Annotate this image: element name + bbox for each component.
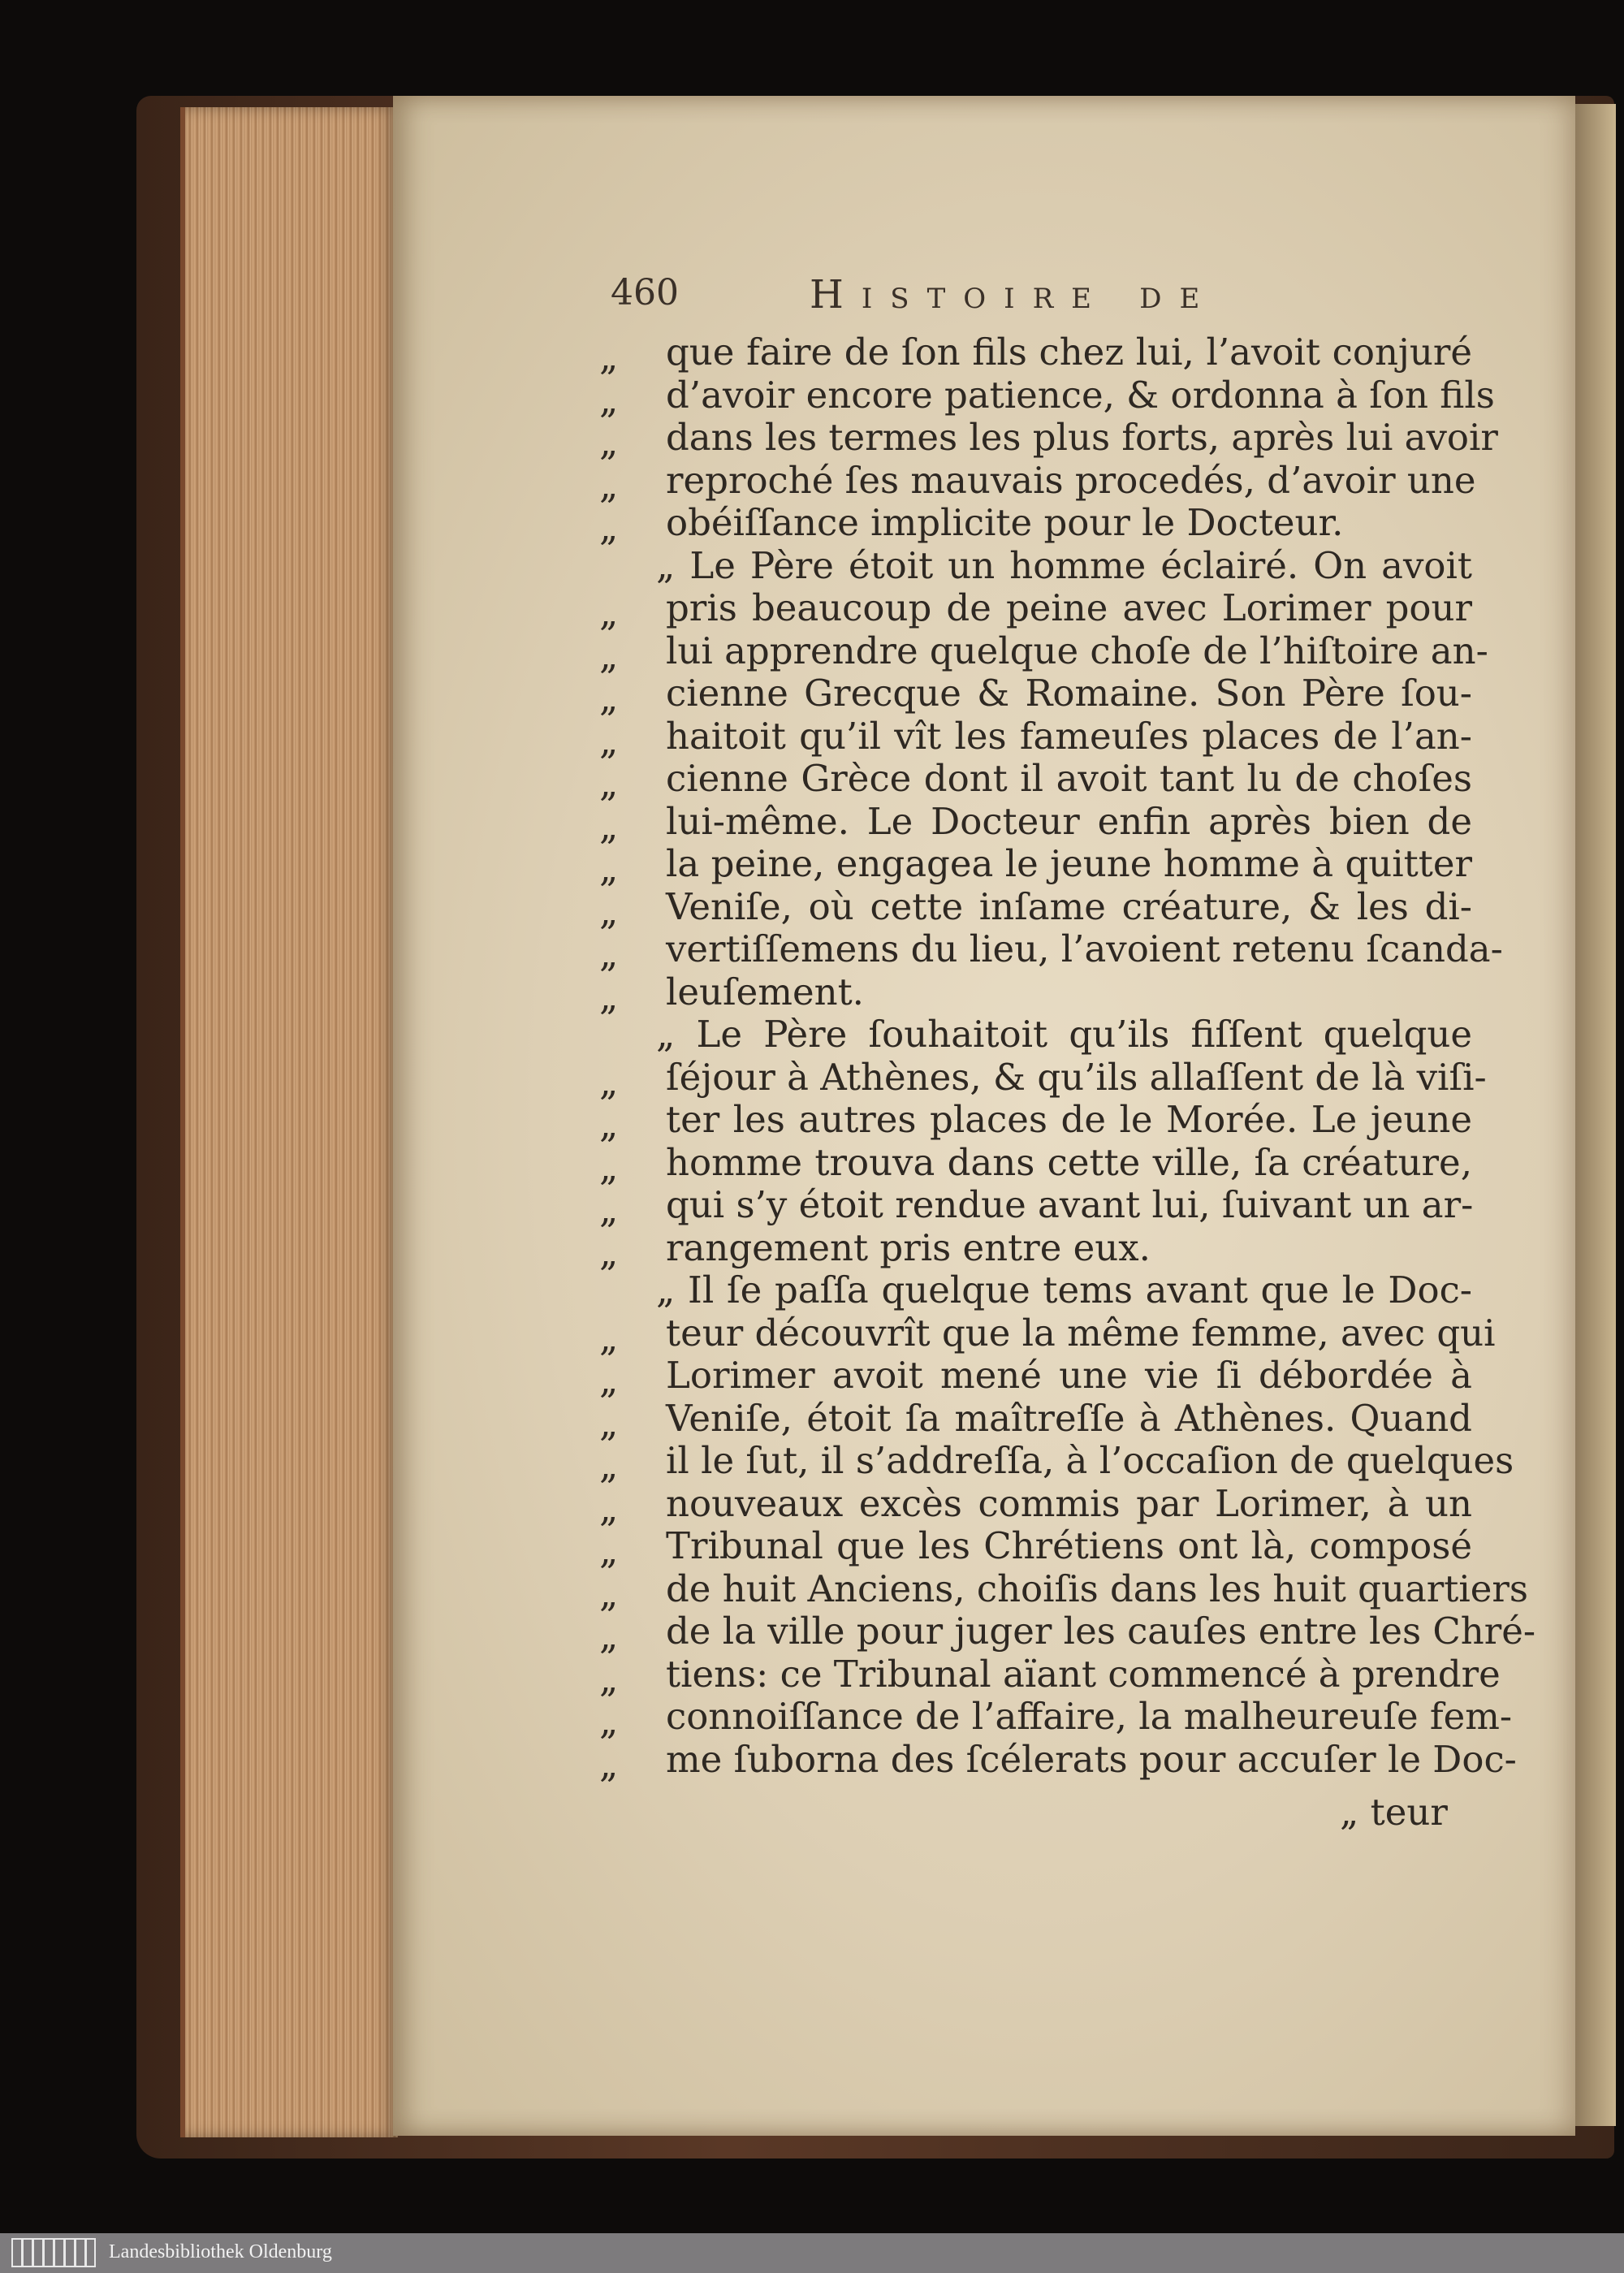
body-text [599,331,1536,1786]
quote-mark: „ [599,676,619,719]
text-line [599,1439,1514,1487]
text-line [599,1311,1496,1359]
quote-mark: „ [599,932,619,975]
text-line [599,1610,1536,1657]
quote-mark: „ [599,847,619,890]
line-text: lui apprendre quelque choſe de l’hiſtoire an- [666,629,1488,672]
line-text: rangement pris entre eux. [666,1225,1151,1269]
text-line [599,799,1472,848]
text-line [599,672,1472,719]
text-line [599,1737,1517,1786]
page-header [611,272,1471,321]
quote-mark: „ [599,1444,619,1487]
text-line [599,416,1498,464]
quote-mark: „ [599,463,619,507]
quote-mark: „ [599,1103,619,1146]
line-text: „ Le Père ſouhaitoit qu’ils fiſſent quelque [656,1013,1472,1056]
line-text: reproché ſes mauvais procedés, d’avoir une [666,458,1476,502]
text-line [599,1481,1472,1530]
quote-mark: „ [599,1401,619,1445]
text-line [599,757,1472,805]
text-line [599,1524,1472,1572]
text-line [599,1269,1472,1312]
text-line [599,1354,1472,1402]
line-text: haitoit qu’il vît les fameuſes places de l’an- [666,714,1472,758]
line-text: Veniſe, où cette inſame créature, & les di- [666,884,1472,928]
line-text: de la ville pour juger les cauſes entre les Chré- [666,1610,1536,1653]
quote-mark: „ [599,719,619,763]
footer-bar [0,2233,1624,2273]
quote-mark: „ [599,1571,619,1615]
text-line [599,331,1472,378]
text-line [599,629,1488,677]
line-text: cienne Grecque & Romaine. Son Père ſou- [666,672,1472,715]
text-line [599,1140,1472,1189]
line-text: Lorimer avoit mené une vie ſi débordée à [666,1354,1472,1397]
text-line [599,1396,1472,1445]
line-text: „ Le Père étoit un homme éclairé. On avoit [656,543,1472,587]
quote-mark: „ [599,335,619,378]
text-line [599,927,1503,975]
quote-mark: „ [599,421,619,464]
line-text: „ Il ſe paſſa quelque tems avant que le Doc- [656,1268,1472,1312]
line-text: de huit Anciens, choiſis dans les huit quartiers [666,1566,1529,1610]
text-line [599,842,1472,890]
line-text: connoiſſance de l’affaire, la malheureuſe fem- [666,1695,1513,1738]
line-text: obéiſſance implicite pour le Docteur. [666,501,1344,544]
quote-mark: „ [599,762,619,805]
line-text: qui s’y étoit rendue avant lui, ſuivant un ar- [666,1183,1474,1226]
running-head: Histoire de [810,272,1218,318]
line-text: dans les termes les plus forts, après lui avoir [666,416,1498,459]
line-text: teur découvrît que la même femme, avec qui [666,1311,1496,1355]
text-line [599,970,1472,1018]
line-text: tiens: ce Tribunal aïant commencé à prendre [666,1652,1501,1696]
text-line [599,1013,1472,1057]
line-text: ter les autres places de le Morée. Le jeune [666,1098,1472,1141]
text-line [599,501,1472,549]
facing-page-edge [1575,104,1616,2126]
line-text: homme trouva dans cette ville, ſa créature, [666,1140,1472,1184]
text-line [599,545,1472,588]
quote-mark: „ [599,1316,619,1359]
line-text: nouveaux excès commis par Lorimer, à un [666,1481,1472,1525]
catchword: „ teur [1340,1791,1448,1834]
line-text: Veniſe, étoit ſa maîtreſſe à Athènes. Quand [666,1396,1472,1440]
quote-mark: „ [599,1230,619,1274]
text-line [599,1098,1472,1146]
library-building-icon [11,2238,96,2267]
quote-mark: „ [599,1145,619,1189]
page-edges [180,107,398,2137]
line-text: leuſement. [666,970,864,1013]
text-line [599,1695,1513,1743]
quote-mark: „ [599,1742,619,1786]
quote-mark: „ [599,974,619,1018]
line-text: Tribunal que les Chrétiens ont là, composé [666,1524,1472,1567]
line-text: pris beaucoup de peine avec Lorimer pour [666,586,1472,629]
quote-mark: „ [599,804,619,848]
quote-mark: „ [599,1060,619,1104]
quote-mark: „ [599,1657,619,1700]
text-line [599,1055,1487,1104]
line-text: cienne Grèce dont il avoit tant lu de choſes [666,757,1472,800]
quote-mark: „ [599,1529,619,1572]
text-line [599,1566,1529,1615]
quote-mark: „ [599,591,619,634]
quote-mark: „ [599,1486,619,1530]
page-number: 460 [611,272,679,313]
line-text: que faire de ſon fils chez lui, l’avoit conjuré [666,331,1472,374]
text-line [599,1652,1501,1700]
text-line [599,1225,1472,1274]
text-line [599,373,1495,421]
quote-mark: „ [599,633,619,677]
text-line [599,884,1472,933]
quote-mark: „ [599,1359,619,1402]
quote-mark: „ [599,1700,619,1743]
quote-mark: „ [599,1614,619,1657]
quote-mark: „ [599,378,619,421]
line-text: ſéjour à Athènes, & qu’ils allaſſent de là viſi- [666,1055,1487,1099]
line-text: la peine, engagea le jeune homme à quitter [666,842,1472,885]
line-text: lui-même. Le Docteur enfin après bien de [666,799,1472,843]
quote-mark: „ [599,1188,619,1231]
text-line [599,714,1472,763]
text-line [599,1183,1474,1231]
line-text: d’avoir encore patience, & ordonna à ſon fils [666,373,1495,417]
line-text: me ſuborna des ſcélerats pour accuſer le Doc- [666,1737,1517,1781]
quote-mark: „ [599,889,619,933]
quote-mark: „ [599,506,619,549]
line-text: vertiſſemens du lieu, l’avoient retenu ſcanda- [666,927,1503,970]
text-line [599,458,1476,507]
line-text: il le ſut, il s’addreſſa, à l’occaſion de quelques [666,1439,1514,1482]
library-name: Landesbibliothek Oldenburg [109,2241,332,2262]
text-line [599,586,1472,634]
